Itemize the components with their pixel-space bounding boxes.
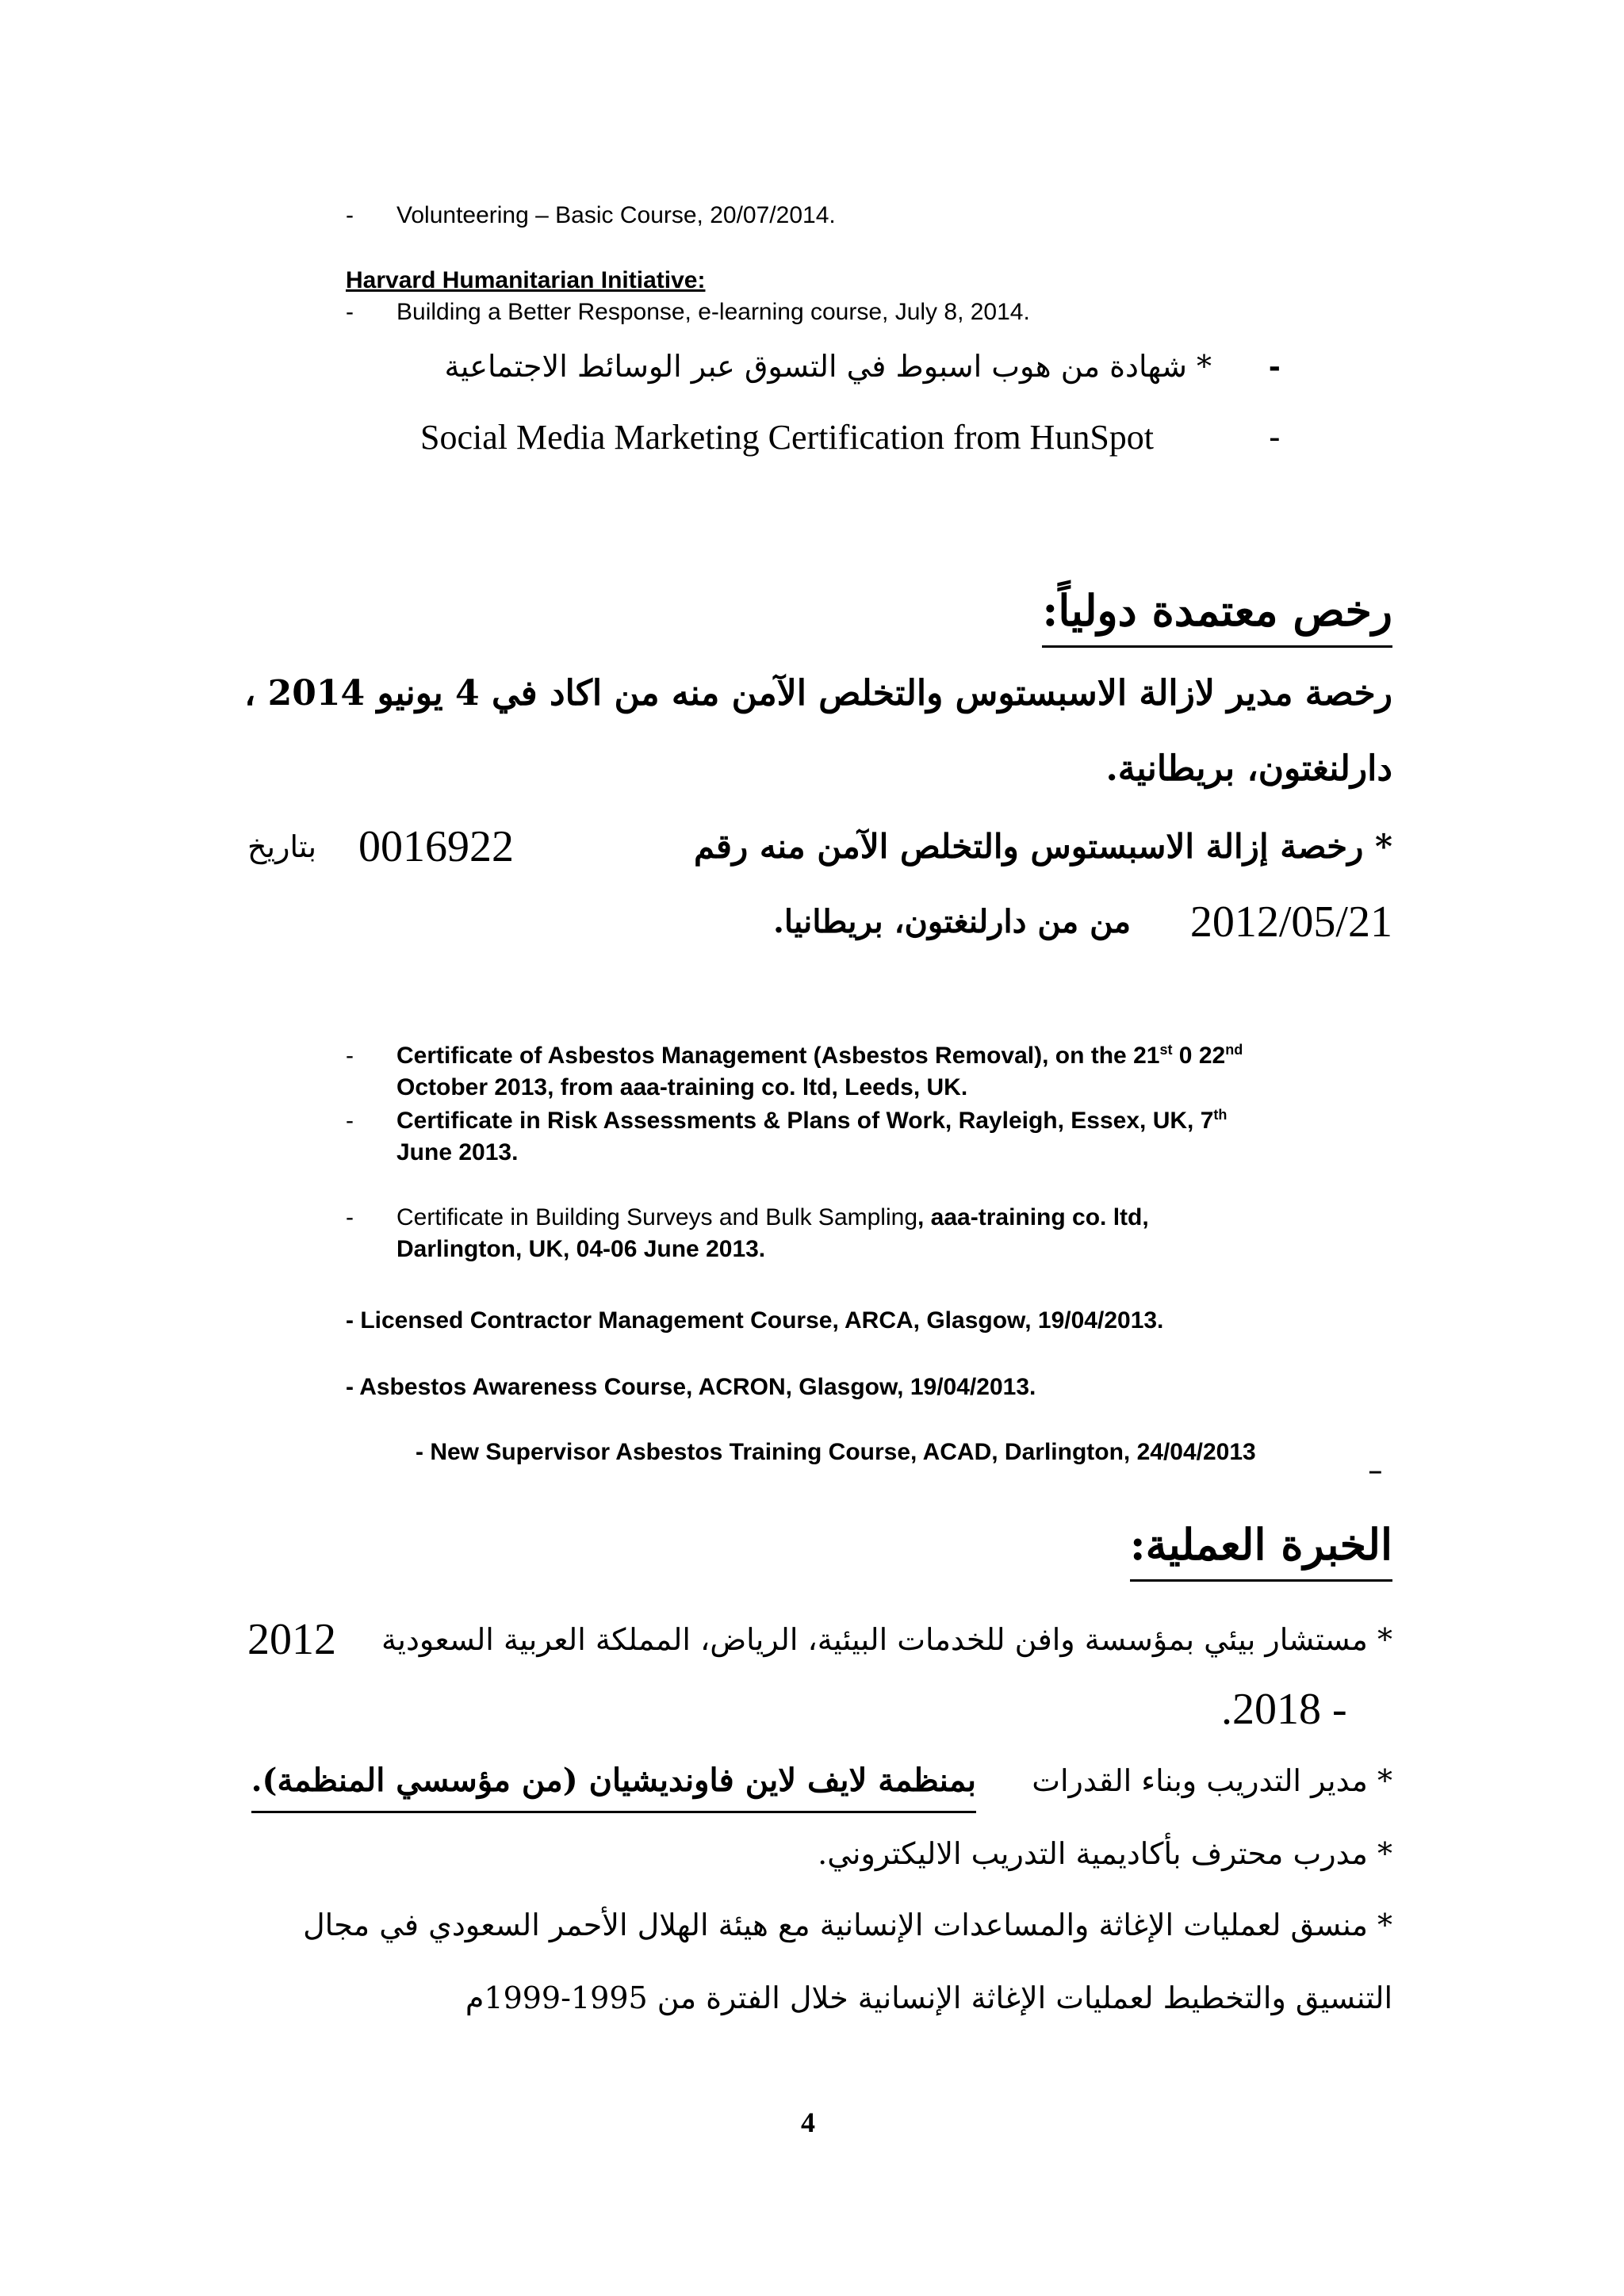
experience-item-3: * مدرب محترف بأكاديمية التدريب الاليكتروني.	[818, 1836, 1392, 1871]
list-dash: -	[346, 1043, 354, 1069]
licenses-heading: رخص معتمدة دولياً:	[1042, 579, 1392, 648]
course-better-response: Building a Better Response, e-learning course, July 8, 2014.	[396, 299, 1030, 325]
experience-item-4-line1: * منسق لعمليات الإغاثة والمساعدات الإنسانية مع هيئة الهلال الأحمر السعودي في مجال	[303, 1908, 1392, 1942]
cert-risk-assessments-text: Certificate in Risk Assessments & Plans of Work, Rayleigh, Essex, UK, 7	[396, 1108, 1214, 1134]
license-removal-text: * رخصة إزالة الاسبستوس والتخلص الآمن منه رقم	[693, 827, 1392, 866]
list-dash: -	[346, 1204, 354, 1230]
superscript: nd	[1225, 1042, 1243, 1058]
license-number: 0016922	[358, 822, 514, 871]
license-removal-line1	[247, 817, 1392, 880]
superscript: st	[1159, 1042, 1173, 1058]
license-manager-line2: دارلنغتون، بريطانية.	[1105, 748, 1392, 789]
harvard-heading: Harvard Humanitarian Initiative:	[346, 267, 706, 293]
experience-heading: الخبرة العملية:	[1130, 1513, 1392, 1582]
page-number: 4	[801, 2107, 815, 2138]
license-date-label: بتاريخ	[247, 829, 317, 864]
superscript: th	[1213, 1107, 1228, 1123]
experience-2-organization: بمنظمة لايف لاين فاونديشيان (من مؤسسي المنظمة).	[251, 1751, 976, 1813]
list-dash: -	[346, 299, 354, 325]
cert-asbestos-management-text: Certificate of Asbestos Management (Asbestos Removal), on the 21	[396, 1043, 1160, 1069]
list-dash: -	[346, 202, 354, 228]
cert-asbestos-management-text2: 0 22	[1172, 1043, 1226, 1069]
cert-risk-assessments	[396, 1105, 1227, 1137]
course-volunteering: Volunteering – Basic Course, 20/07/2014.	[396, 202, 836, 228]
experience-1-text: * مستشار بيئي بمؤسسة وافن للخدمات البيئية، الرياض، المملكة العربية السعودية	[381, 1622, 1392, 1657]
experience-1-end-year: .2018 -	[1221, 1685, 1347, 1734]
cert-asbestos-awareness: - Asbestos Awareness Course, ACRON, Glasgow, 19/04/2013.	[346, 1374, 1036, 1400]
license-location: من من دارلنغتون، بريطانيا.	[773, 903, 1131, 940]
trailing-dash: –	[1369, 1458, 1382, 1484]
cert-licensed-contractor: - Licensed Contractor Management Course, ARCA, Glasgow, 19/04/2013.	[346, 1307, 1164, 1334]
cert-asbestos-management-line2: October 2013, from aaa-training co. ltd, Leeds, UK.	[396, 1074, 968, 1100]
license-date: 2012/05/21	[1189, 897, 1392, 947]
license-manager-line1: رخصة مدير لازالة الاسبستوس والتخلص الآمن منه من اكاد في 4 يونيو 2014 ،	[244, 673, 1392, 714]
social-media-cert-arabic: * شهادة من هوب اسبوط في التسوق عبر الوسائط الاجتماعية	[444, 349, 1212, 384]
list-dash: -	[1269, 346, 1281, 385]
cert-building-surveys-line2: Darlington, UK, 04-06 June 2013.	[396, 1236, 766, 1262]
experience-item-4-line2: التنسيق والتخطيط لعمليات الإغاثة الإنسانية خلال الفترة من 1995-1999م	[465, 1980, 1392, 2015]
experience-1-year: 2012	[247, 1615, 336, 1664]
cert-building-surveys-text: Certificate in Building Surveys and Bulk Sampling	[396, 1204, 917, 1230]
cert-building-surveys	[396, 1202, 1149, 1234]
experience-item-1	[247, 1609, 1392, 1673]
experience-2-text: * مدير التدريب وبناء القدرات	[1032, 1763, 1392, 1798]
cert-new-supervisor: - New Supervisor Asbestos Training Course, ACAD, Darlington, 24/04/2013	[416, 1439, 1256, 1465]
list-dash: -	[1269, 418, 1281, 457]
experience-item-2	[247, 1751, 1392, 1814]
cert-building-surveys-provider: , aaa-training co. ltd,	[917, 1204, 1149, 1230]
list-dash: -	[346, 1108, 354, 1134]
social-media-cert-english: Social Media Marketing Certification from HunSpot	[420, 418, 1155, 457]
cert-risk-assessments-line2: June 2013.	[396, 1139, 519, 1165]
cert-asbestos-management	[396, 1040, 1392, 1072]
license-removal-line2	[247, 892, 1392, 955]
